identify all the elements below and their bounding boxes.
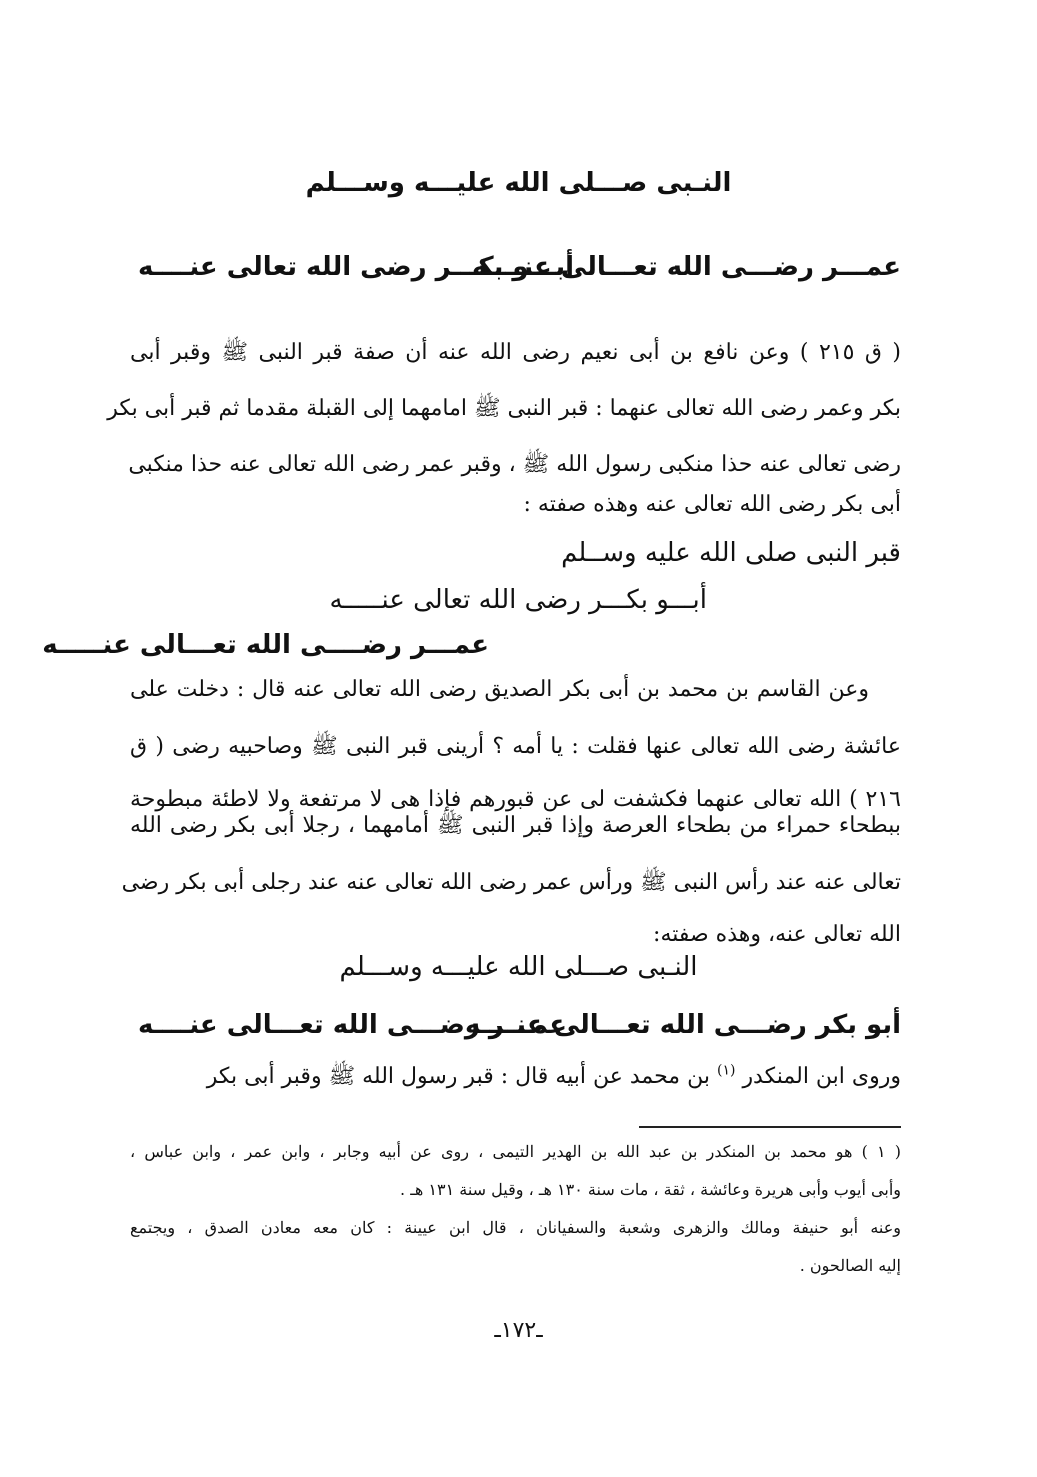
- paragraph-line: عائشة رضى الله تعالى عنها فقلت : يا أمه ؟ أرينى قبر النبى ﷺ وصاحبيه رضى ( ق: [130, 734, 901, 759]
- paragraph-line: تعالى عنه عند رأس النبى ﷺ ورأس عمر رضى الله تعالى عنه عند رجلى أبى بكر رضى: [121, 870, 901, 895]
- footnote-line: وعنه أبو حنيفة ومالك والزهرى وشعبة والسفيانان ، قال ابن عيينة : كان معه معادن الصدق ، ويجتمع: [130, 1218, 901, 1237]
- paragraph-line: ٢١٦ ) الله تعالى عنهما فكشفت لى عن قبورهم فإذا هى لا مرتفعة ولا لاطئة مبطوحة: [130, 787, 901, 812]
- diagram-left-label: عمـــر رضـــى الله تعـــالى عنــــه: [138, 1010, 567, 1040]
- page-number: ـ١٧٢ـ: [494, 1318, 543, 1343]
- diagram-prophet-label: قبر النبى صلى الله عليه وســلم: [561, 538, 901, 568]
- footnote-reference: (١): [716, 1062, 736, 1079]
- diagram-right-label: أبو بكر رضـــى الله تعـــالى عنــــه: [464, 1010, 901, 1040]
- footnote-line: وأبى أيوب وأبى هريرة وعائشة ، ثقة ، مات سنة ١٣٠ هـ ، وقيل سنة ١٣١ هـ .: [400, 1180, 901, 1199]
- paragraph-line: [207, 1062, 901, 1094]
- paragraph-text: بن محمد عن أبيه قال : قبر رسول الله ﷺ وقبر أبى بكر: [206, 1064, 710, 1089]
- paragraph-line: رضى تعالى عنه حذا منكبى رسول الله ﷺ ، وقبر عمر رضى الله تعالى عنه حذا منكبى: [128, 452, 901, 477]
- paragraph-line: بكر وعمر رضى الله تعالى عنهما : قبر النبى ﷺ امامهما إلى القبلة مقدما ثم قبر أبى بكر: [107, 396, 901, 421]
- footnote-line: ( ١ ) هو محمد بن المنكدر بن عبد الله بن الهدير التيمى ، روى عن أبيه وجابر ، وابن عمر ، وابن عباس ،: [130, 1142, 902, 1161]
- paragraph-line: الله تعالى عنه، وهذه صفته:: [653, 922, 901, 947]
- paragraph-line: ببطحاء حمراء من بطحاء العرصة وإذا قبر النبى ﷺ أمامهما ، رجلا أبى بكر رضى الله: [130, 813, 901, 838]
- diagram-abubakr-label: أبـــو بكـــر رضى الله تعالى عنـــــه: [329, 585, 707, 615]
- diagram-left-label: أبـــو بكـــر رضى الله تعالى عنــــه: [138, 252, 575, 282]
- diagram-umar-label: عمـــر رضــــى الله تعـــالى عنـــــه: [42, 630, 489, 660]
- diagram-top-prophet: النـبى صـــلى الله عليـــه وســـلم: [305, 168, 732, 198]
- paragraph-text: وروى ابن المنكدر: [742, 1064, 901, 1089]
- diagram-right-label: عمـــر رضـــى الله تعـــالى عنــــه: [472, 252, 901, 282]
- paragraph-line: وعن القاسم بن محمد بن أبى بكر الصديق رضى الله تعالى عنه قال : دخلت على: [130, 677, 869, 702]
- footnote-line: إليه الصالحون .: [799, 1256, 901, 1275]
- paragraph-line: ( ق ٢١٥ ) وعن نافع بن أبى نعيم رضى الله عنه أن صفة قبر النبى ﷺ وقبر أبى: [130, 340, 901, 365]
- paragraph-line: أبى بكر رضى الله تعالى عنه وهذه صفته :: [523, 492, 901, 517]
- footnote-divider: [639, 1126, 901, 1128]
- diagram-top-prophet: النـبى صـــلى الله عليـــه وســـلم: [339, 952, 698, 982]
